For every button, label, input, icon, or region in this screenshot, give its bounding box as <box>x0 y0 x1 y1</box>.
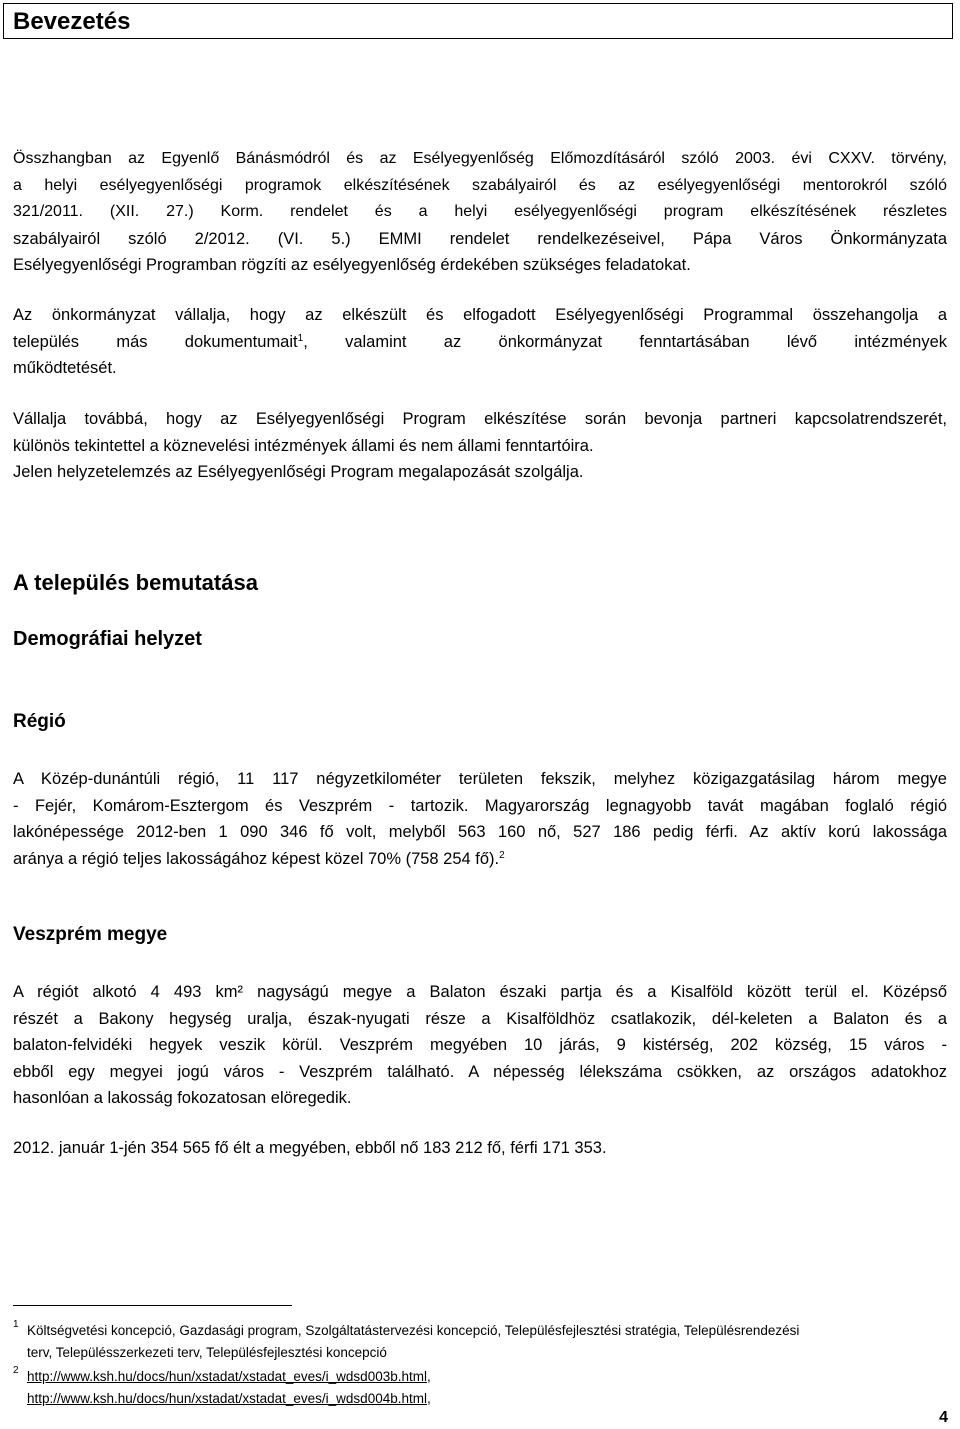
footnote-separator <box>13 1305 292 1306</box>
county-heading: Veszprém megye <box>13 924 168 945</box>
footnote-2 <box>13 1366 947 1410</box>
text-line <box>13 846 947 873</box>
text-line: 321/2011. (XII. 27.) Korm. rendelet és a helyi esélyegyenlőségi program elkészítésének részletes <box>13 203 947 220</box>
text-line: balaton-felvidéki hegyek veszik körül. Veszprém megyében 10 járás, 9 kistérség, 202 község, 15 város - <box>13 1036 947 1054</box>
region-paragraph <box>13 766 947 872</box>
text-line: Vállalja továbbá, hogy az Esélyegyenlőségi Program elkészítése során bevonja partneri kapcsolatrendszerét, <box>13 410 947 428</box>
text-fragment: , valamint az önkormányzat fenntartásában lévő intézmények <box>303 332 948 351</box>
county-population-paragraph <box>13 1135 947 1162</box>
text-line: részét a Bakony hegység uralja, észak-nyugati része a Kisalföldhöz csatlakozik, dél-keleten a Balaton és a <box>13 1009 947 1028</box>
intro-paragraph-3 <box>13 406 947 486</box>
text-fragment: település más dokumentumait <box>13 332 298 351</box>
text-line: lakónépessége 2012-ben 1 090 346 fő volt, melyből 563 160 nő, 527 186 pedig férfi. Az aktív korú lakossága <box>13 823 947 841</box>
text-line: szabályairól szóló 2/2012. (VI. 5.) EMMI rendelet rendelkezéseivel, Pápa Város Önkormányzata <box>13 229 947 248</box>
footnote-comma: , <box>426 1391 431 1406</box>
intro-paragraph-1 <box>13 146 947 279</box>
county-paragraph <box>13 979 947 1112</box>
text-line: Esélyegyenlőségi Programban rögzíti az esélyegyenlőség érdekében szükséges feladatokat. <box>13 256 691 274</box>
footnote-number: 2 <box>13 1365 19 1376</box>
text-line: hasonlóan a lakosság fokozatosan elöregedik. <box>13 1089 352 1107</box>
page-number: 4 <box>939 1409 948 1426</box>
text-line: különös tekintettel a köznevelési intézmények állami és nem állami fenntartóira. <box>13 436 594 455</box>
text-line: A régiót alkotó 4 493 km² nagyságú megye a Balaton északi partja és a Kisalföld között terül el. Középső <box>13 983 947 1001</box>
footnote-text: terv, Településszerkezeti terv, Településfejlesztési koncepció <box>27 1345 387 1360</box>
footnote-number: 1 <box>13 1319 19 1330</box>
intro-paragraph-2 <box>13 302 947 382</box>
text-line <box>13 329 947 356</box>
footnote-1 <box>13 1320 947 1364</box>
section-title: A település bemutatása <box>13 570 258 595</box>
footnote-ref-1: 1 <box>297 332 304 344</box>
text-line: 2012. január 1-jén 354 565 fő élt a megyében, ebből nő 183 212 fő, férfi 171 353. <box>13 1139 607 1157</box>
page-title: Bevezetés <box>13 8 131 35</box>
text-line: működtetését. <box>13 359 117 377</box>
footnote-line <box>13 1366 947 1388</box>
text-line: a helyi esélyegyenlőségi programok elkészítésének szabályairól és az esélyegyenlőségi mentorokról szóló <box>13 176 947 194</box>
text-line: - Fejér, Komárom-Esztergom és Veszprém - tartozik. Magyarország legnagyobb tavát magában foglaló régió <box>13 796 947 815</box>
footnote-comma: , <box>426 1369 431 1384</box>
section-subtitle: Demográfiai helyzet <box>13 628 202 650</box>
text-line: Összhangban az Egyenlő Bánásmódról és az Esélyegyenlőség Előmozdításáról szóló 2003. évi CXXV. törvény, <box>13 150 947 167</box>
text-fragment: aránya a régió teljes lakosságához képest közel 70% (758 254 fő). <box>13 849 500 868</box>
text-line: A Közép-dunántúli régió, 11 117 négyzetkilométer területen fekszik, melyhez közigazgatásilag három megye <box>13 770 947 788</box>
footnote-ref-2: 2 <box>499 849 505 861</box>
page-header-box <box>3 3 953 39</box>
region-heading: Régió <box>13 711 66 732</box>
footnote-line <box>13 1388 947 1410</box>
footnote-link[interactable]: http://www.ksh.hu/docs/hun/xstadat/xstadat_eves/i_wdsd004b.html <box>27 1391 427 1406</box>
footnote-text: Költségvetési koncepció, Gazdasági program, Szolgáltatástervezési koncepció, Településfejlesztési stratégia, Településrendezési <box>27 1323 800 1338</box>
footnote-link[interactable]: http://www.ksh.hu/docs/hun/xstadat/xstadat_eves/i_wdsd003b.html <box>27 1369 427 1384</box>
text-line: Jelen helyzetelemzés az Esélyegyenlőségi Program megalapozását szolgálja. <box>13 463 584 481</box>
text-line: Az önkormányzat vállalja, hogy az elkészült és elfogadott Esélyegyenlőségi Programmal összehangolja a <box>13 306 947 324</box>
text-line: ebből egy megyei jogú város - Veszprém található. A népesség lélekszáma csökken, az országos adatokhoz <box>13 1062 947 1081</box>
